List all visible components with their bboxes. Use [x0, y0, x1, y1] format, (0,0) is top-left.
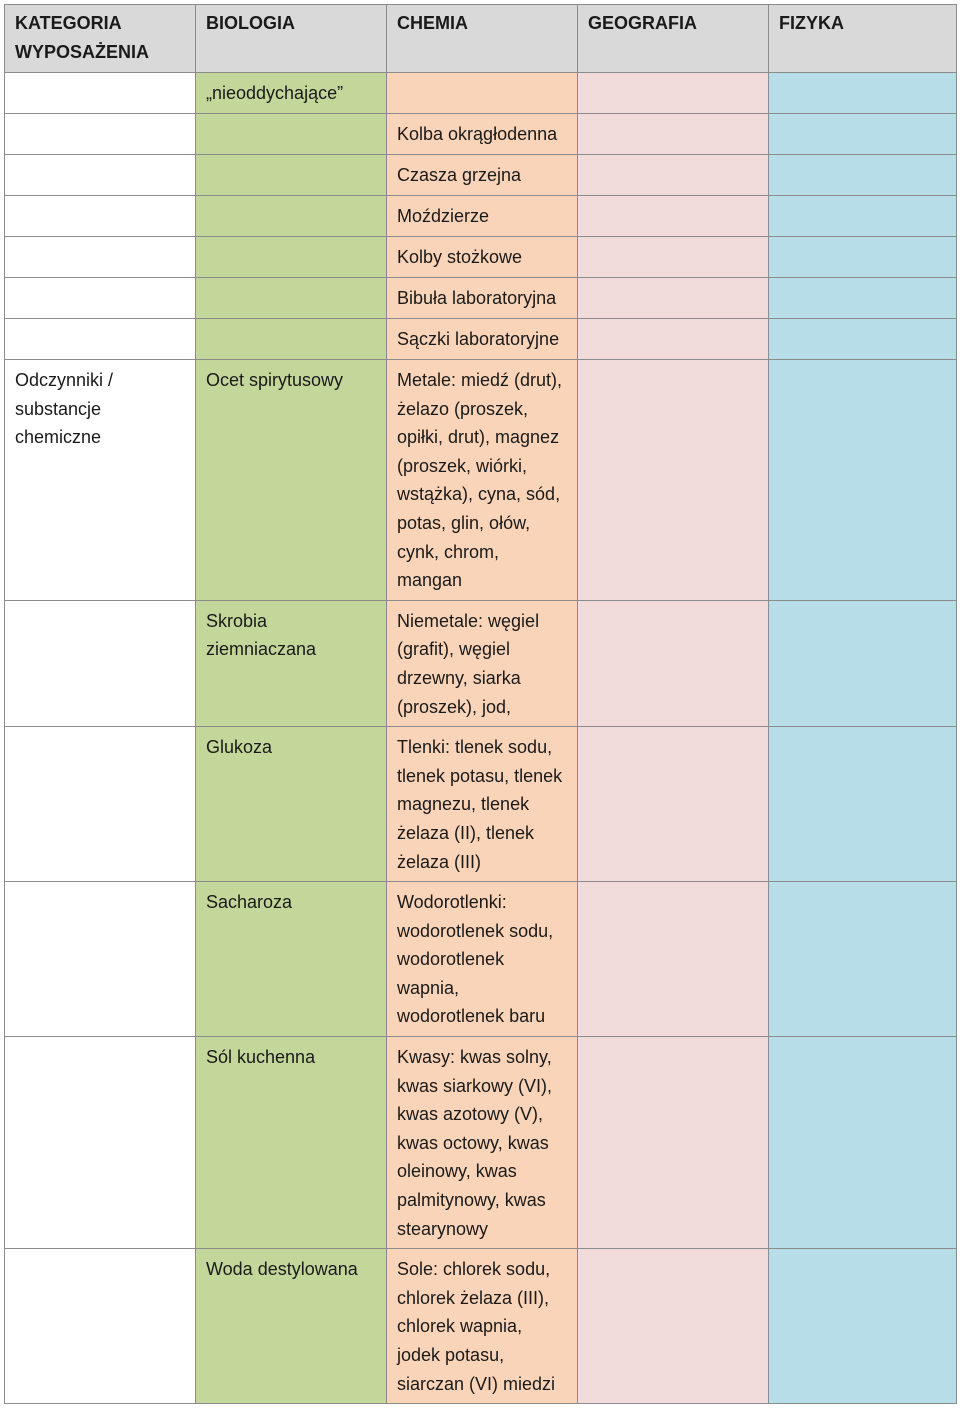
cell-biology: Sól kuchenna — [196, 1037, 387, 1249]
cell-physics — [769, 319, 957, 360]
cell-geography — [578, 1249, 769, 1404]
cell-chemistry — [387, 73, 578, 114]
cell-category — [5, 73, 196, 114]
table-row — [5, 155, 957, 196]
cell-category — [5, 727, 196, 882]
table-row — [5, 278, 957, 319]
table-row — [5, 1037, 957, 1249]
header-category: KATEGORIA WYPOSAŻENIA — [5, 5, 196, 73]
cell-geography — [578, 1037, 769, 1249]
cell-physics — [769, 278, 957, 319]
cell-physics — [769, 360, 957, 601]
cell-biology: „nieoddychające” — [196, 73, 387, 114]
cell-chemistry: Metale: miedź (drut), żelazo (proszek, opiłki, drut), magnez (proszek, wiórki, wstążka), cyna, sód, potas, glin, ołów, cynk, chrom, mangan — [387, 360, 578, 601]
cell-chemistry: Moździerze — [387, 196, 578, 237]
cell-geography — [578, 882, 769, 1037]
cell-physics — [769, 882, 957, 1037]
cell-geography — [578, 319, 769, 360]
cell-chemistry: Czasza grzejna — [387, 155, 578, 196]
cell-category — [5, 600, 196, 726]
cell-chemistry: Tlenki: tlenek sodu, tlenek potasu, tlenek magnezu, tlenek żelaza (II), tlenek żelaza (III) — [387, 727, 578, 882]
cell-category — [5, 155, 196, 196]
cell-physics — [769, 727, 957, 882]
cell-biology: Woda destylowana — [196, 1249, 387, 1404]
cell-biology: Skrobia ziemniaczana — [196, 600, 387, 726]
cell-geography — [578, 278, 769, 319]
cell-category — [5, 882, 196, 1037]
table-row — [5, 882, 957, 1037]
cell-geography — [578, 114, 769, 155]
equipment-table — [4, 4, 957, 1404]
cell-physics — [769, 237, 957, 278]
cell-category — [5, 1249, 196, 1404]
cell-category — [5, 114, 196, 155]
cell-physics — [769, 1037, 957, 1249]
header-row — [5, 5, 957, 73]
table-row — [5, 727, 957, 882]
cell-biology — [196, 114, 387, 155]
cell-physics — [769, 600, 957, 726]
cell-biology — [196, 278, 387, 319]
cell-category — [5, 319, 196, 360]
cell-biology: Ocet spirytusowy — [196, 360, 387, 601]
cell-geography — [578, 73, 769, 114]
cell-biology — [196, 319, 387, 360]
cell-chemistry: Bibuła laboratoryjna — [387, 278, 578, 319]
cell-chemistry: Kolby stożkowe — [387, 237, 578, 278]
header-chemistry: CHEMIA — [387, 5, 578, 73]
cell-geography — [578, 155, 769, 196]
cell-physics — [769, 73, 957, 114]
cell-category — [5, 278, 196, 319]
table-row — [5, 73, 957, 114]
table-row — [5, 360, 957, 601]
header-biology: BIOLOGIA — [196, 5, 387, 73]
cell-chemistry: Wodorotlenki: wodorotlenek sodu, wodorotlenek wapnia, wodorotlenek baru — [387, 882, 578, 1037]
table-row — [5, 196, 957, 237]
cell-geography — [578, 360, 769, 601]
cell-biology — [196, 155, 387, 196]
cell-physics — [769, 196, 957, 237]
table-row — [5, 1249, 957, 1404]
cell-chemistry: Sole: chlorek sodu, chlorek żelaza (III), chlorek wapnia, jodek potasu, siarczan (VI) miedzi — [387, 1249, 578, 1404]
cell-biology — [196, 196, 387, 237]
cell-geography — [578, 727, 769, 882]
cell-chemistry: Sączki laboratoryjne — [387, 319, 578, 360]
cell-physics — [769, 1249, 957, 1404]
cell-chemistry: Kwasy: kwas solny, kwas siarkowy (VI), kwas azotowy (V), kwas octowy, kwas oleinowy, kwas palmitynowy, kwas stearynowy — [387, 1037, 578, 1249]
table-row — [5, 237, 957, 278]
cell-biology: Sacharoza — [196, 882, 387, 1037]
table-row — [5, 600, 957, 726]
cell-geography — [578, 237, 769, 278]
table-row — [5, 319, 957, 360]
header-geography: GEOGRAFIA — [578, 5, 769, 73]
cell-biology — [196, 237, 387, 278]
cell-physics — [769, 114, 957, 155]
cell-category — [5, 1037, 196, 1249]
cell-physics — [769, 155, 957, 196]
cell-chemistry: Kolba okrągłodenna — [387, 114, 578, 155]
cell-category — [5, 196, 196, 237]
cell-geography — [578, 600, 769, 726]
cell-category — [5, 237, 196, 278]
cell-geography — [578, 196, 769, 237]
cell-biology: Glukoza — [196, 727, 387, 882]
equipment-table-container — [4, 4, 956, 1404]
table-row — [5, 114, 957, 155]
cell-category: Odczynniki / substancje chemiczne — [5, 360, 196, 601]
cell-chemistry: Niemetale: węgiel (grafit), węgiel drzewny, siarka (proszek), jod, — [387, 600, 578, 726]
header-physics: FIZYKA — [769, 5, 957, 73]
